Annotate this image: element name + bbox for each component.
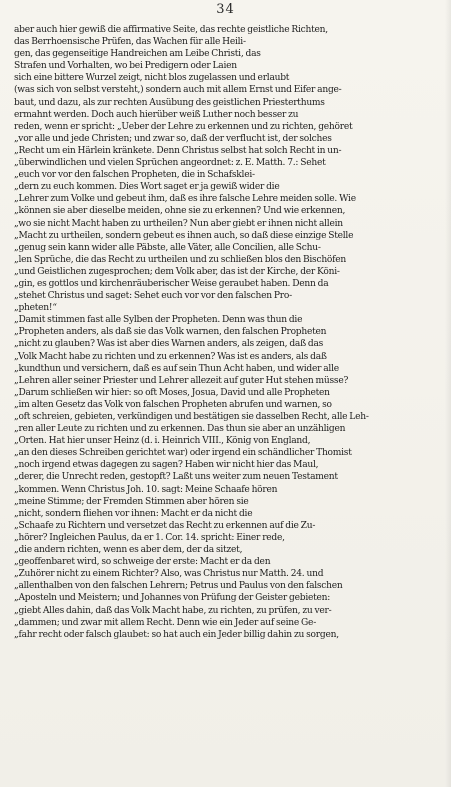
text-line: „Schaafe zu Richtern und versetzet das Recht zu erkennen auf die Zu- — [14, 520, 316, 531]
text-line: „dern zu euch kommen. Dies Wort saget er ja gewiß wider die — [14, 182, 280, 193]
text-line: „und Geistlichen zugesprochen; dem Volk aber, das ist der Kirche, der Köni- — [14, 266, 340, 277]
text-line: „noch irgend etwas dagegen zu sagen? Haben wir nicht hier das Maul, — [14, 460, 319, 471]
text-line: „überwindlichen und vielen Sprüchen angeordnet: z. E. Matth. 7.: Sehet — [14, 158, 326, 169]
text-line: „fahr recht oder falsch glaubet: so hat auch ein Jeder billig dahin zu sorgen, — [14, 629, 339, 640]
text-line: gen, das gegenseitige Handreichen am Leibe Christi, das — [14, 49, 261, 60]
text-line: „nicht zu glauben? Was ist aber dies Warnen anders, als zeigen, daß das — [14, 339, 324, 350]
text-line: „Lehrer zum Volke und gebeut ihm, daß es ihre falsche Lehre meiden solle. Wie — [14, 194, 356, 205]
text-line: „Aposteln und Meistern; und Johannes von Prüfung der Geister gebieten: — [14, 593, 331, 604]
text-line: „an den dieses Schreiben gerichtet war) oder irgend ein schändlicher Thomist — [14, 448, 352, 459]
text-line: „geoffenbaret wird, so schweige der erste: Macht er da den — [14, 557, 271, 568]
text-line: (was sich von selbst versteht,) sondern auch mit allem Ernst und Eifer ange- — [14, 85, 342, 96]
text-line: „meine Stimme; der Fremden Stimmen aber hören sie — [14, 496, 249, 507]
text-line: „genug sein kann wider alle Päbste, alle Väter, alle Concilien, alle Schu- — [14, 242, 321, 253]
text-line: „Propheten anders, als daß sie das Volk warnen, den falschen Propheten — [14, 327, 327, 338]
text-line: „vor alle und jede Christen; und zwar so, daß der verflucht ist, der solches — [14, 133, 332, 144]
text-line: „kundthun und versichern, daß es auf sein Thun Acht haben, und wider alle — [14, 363, 339, 374]
text-line: ermahnt werden. Doch auch hierüber weiß Luther noch besser zu — [14, 109, 299, 120]
text-line: „Lehren aller seiner Priester und Lehrer allezeit auf guter Hut stehen müsse? — [14, 375, 349, 386]
text-line: „pheten!“ — [14, 303, 57, 314]
text-line: „wo sie nicht Macht haben zu urtheilen? Nun aber giebt er ihnen nicht allein — [14, 218, 343, 229]
text-line: „nicht, sondern fliehen vor ihnen: Macht er da nicht die — [14, 508, 253, 519]
text-line: Strafen und Vorhalten, wo bei Predigern oder Laien — [14, 61, 237, 72]
page-edge-shadow — [445, 0, 451, 787]
text-line: „Orten. Hat hier unser Heinz (d. i. Heinrich VIII., König von England, — [14, 436, 311, 447]
page-number: 34 — [216, 2, 235, 17]
text-line: „im alten Gesetz das Volk von falschen Propheten abrufen und warnen, so — [14, 399, 332, 410]
text-line: „len Sprüche, die das Recht zu urtheilen und zu schließen blos den Bischöfen — [14, 254, 347, 265]
text-line: „Damit stimmen fast alle Sylben der Propheten. Denn was thun die — [14, 315, 303, 326]
text-line: „allenthalben von den falschen Lehrern; Petrus und Paulus von den falschen — [14, 581, 343, 592]
text-line: „giebt Alles dahin, daß das Volk Macht habe, zu richten, zu prüfen, zu ver- — [14, 605, 332, 616]
text-line: „Volk Macht habe zu richten und zu erkennen? Was ist es anders, als daß — [14, 351, 327, 362]
text-line: „euch vor vor den falschen Propheten, die in Schafsklei- — [14, 170, 255, 181]
text-line: „die andern richten, wenn es aber dem, der da sitzet, — [14, 545, 243, 556]
text-line: „stehet Christus und saget: Sehet euch vor vor den falschen Pro- — [14, 291, 292, 302]
text-line: baut, und dazu, als zur rechten Ausübung des geistlichen Priesterthums — [14, 97, 325, 108]
text-line: „Macht zu urtheilen, sondern gebeut es ihnen auch, so daß diese einzige Stelle — [14, 230, 354, 241]
text-line: „Zuhörer nicht zu einem Richter? Also, was Christus nur Matth. 24. und — [14, 569, 324, 580]
body-text — [14, 24, 439, 782]
text-line: „kommen. Wenn Christus Joh. 10. sagt: Meine Schaafe hören — [14, 484, 278, 495]
text-line: „oft schreien, gebieten, verkündigen und bestätigen sie dasselben Recht, alle Leh- — [14, 412, 369, 422]
text-line: reden, wenn er spricht: „Ueber der Lehre zu erkennen und zu richten, gehöret — [14, 121, 353, 132]
text-line: „dammen; und zwar mit allem Recht. Denn wie ein Jeder auf seine Ge- — [14, 617, 317, 628]
text-line: „gin, es gottlos und kirchenräuberischer Weise geraubet haben. Denn da — [14, 278, 329, 289]
text-line: sich eine bittere Wurzel zeigt, nicht blos zugelassen und erlaubt — [14, 73, 290, 84]
text-line: „derer, die Unrecht reden, gestopft? Laßt uns weiter zum neuen Testament — [14, 472, 338, 483]
text-line: das Berrhoensische Prüfen, das Wachen für alle Heili- — [14, 37, 246, 48]
text-line: „Recht um ein Härlein kränkete. Denn Christus selbst hat solch Recht in un- — [14, 145, 342, 156]
text-line: „ren aller Leute zu richten und zu erkennen. Das thun sie aber an unzähligen — [14, 424, 346, 435]
text-line: „können sie aber dieselbe meiden, ohne sie zu erkennen? Und wie erkennen, — [14, 206, 346, 217]
text-line: „hörer? Ingleichen Paulus, da er 1. Cor. 14. spricht: Einer rede, — [14, 532, 285, 543]
text-line: aber auch hier gewiß die affirmative Seite, das rechte geistliche Richten, — [14, 25, 328, 35]
text-line: „Darum schließen wir hier: so oft Moses, Josua, David und alle Propheten — [14, 387, 330, 398]
